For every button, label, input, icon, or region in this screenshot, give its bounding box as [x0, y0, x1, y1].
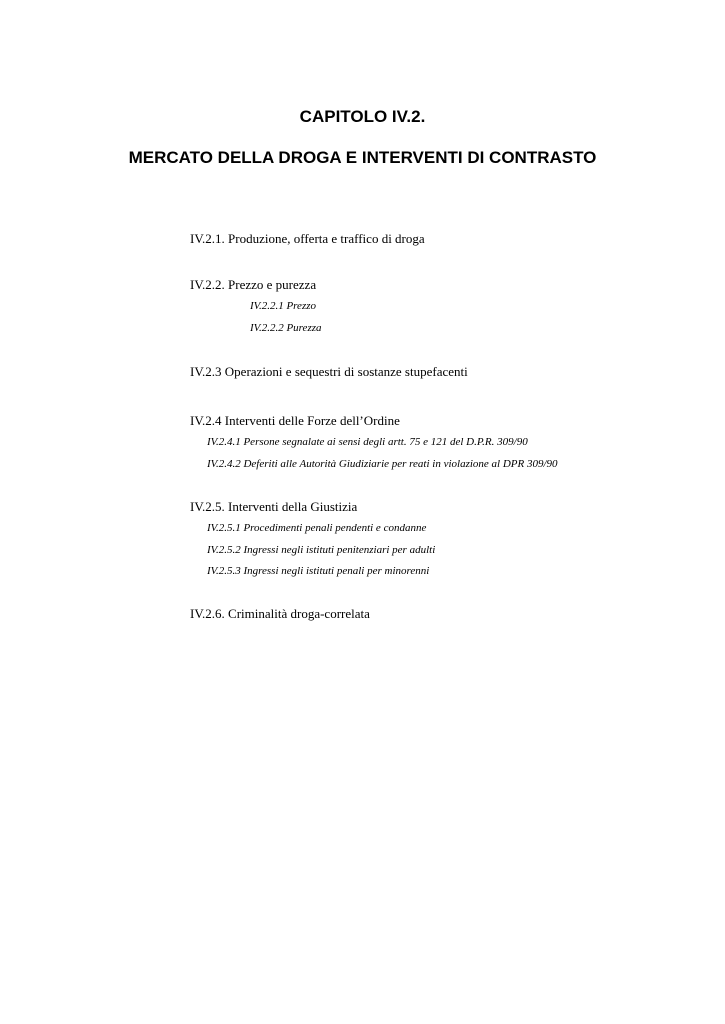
- toc-section-iv-2-6: IV.2.6. Criminalità droga-correlata: [190, 606, 370, 621]
- toc-section-iv-2-5: IV.2.5. Interventi della Giustizia: [190, 499, 358, 514]
- toc-subsection-iv-2-5-1: IV.2.5.1 Procedimenti penali pendenti e condanne: [207, 522, 427, 534]
- toc-subsection-iv-2-2-2: IV.2.2.2 Purezza: [250, 322, 322, 334]
- chapter-title-heading: MERCATO DELLA DROGA E INTERVENTI DI CONTRASTO: [128, 148, 597, 167]
- toc-subsection-iv-2-4-2: IV.2.4.2 Deferiti alle Autorità Giudiziarie per reati in violazione al DPR 309/90: [207, 458, 558, 470]
- chapter-number-heading: CAPITOLO IV.2.: [299, 107, 426, 126]
- toc-subsection-iv-2-4-1: IV.2.4.1 Persone segnalate ai sensi degli artt. 75 e 121 del D.P.R. 309/90: [207, 436, 528, 448]
- toc-subsection-iv-2-5-2: IV.2.5.2 Ingressi negli istituti penitenziari per adulti: [207, 544, 436, 556]
- toc-subsection-iv-2-2-1: IV.2.2.1 Prezzo: [250, 300, 316, 312]
- toc-section-iv-2-4: IV.2.4 Interventi delle Forze dell’Ordine: [190, 413, 400, 428]
- toc-subsection-iv-2-5-3: IV.2.5.3 Ingressi negli istituti penali per minorenni: [207, 565, 430, 577]
- toc-section-iv-2-2: IV.2.2. Prezzo e purezza: [190, 277, 317, 292]
- toc-section-iv-2-3: IV.2.3 Operazioni e sequestri di sostanze stupefacenti: [190, 364, 468, 379]
- toc-section-iv-2-1: IV.2.1. Produzione, offerta e traffico di droga: [190, 231, 425, 246]
